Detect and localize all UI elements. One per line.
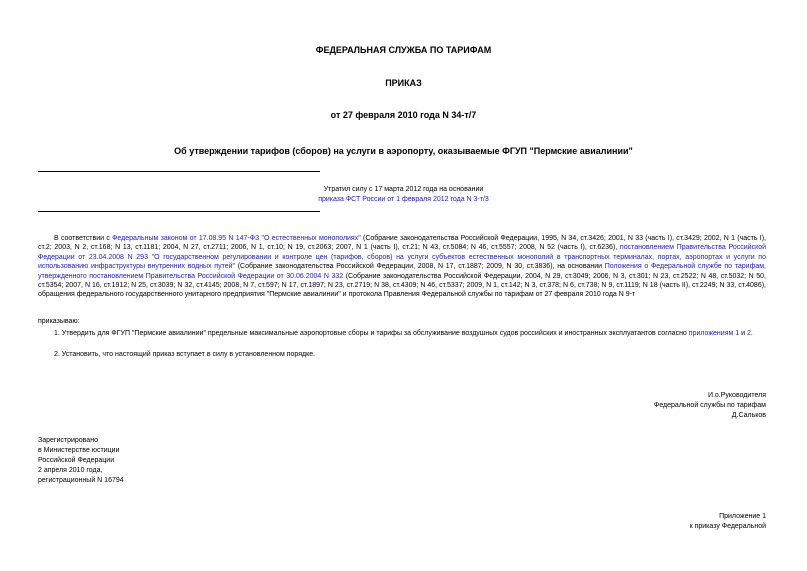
registration-line-2: в Министерстве юстиции [38,447,120,454]
preamble-text-1: В соответствии с [54,235,113,242]
divider-top [38,171,320,172]
order-item-1-end: . [750,330,753,337]
order-item-1-text: 1. Утвердить для ФГУП "Пермские авиалинии" предельные максимальные аэропортовые сборы и тарифы за обслуживание воздушных судов российских и иностранных эксплуатантов согласно [54,330,689,337]
appendix-block [560,512,766,532]
status-link-wrapper [0,195,807,204]
document-type: ПРИКАЗ [385,78,422,88]
preamble-text-3: (Собрание законодательства Российской Федерации, 2008, N 17, ст.1887; 2009, N 30, ст.3836), на основании [235,263,605,271]
preamble-paragraph [38,234,766,300]
registration-block [38,436,238,486]
government-decree-link[interactable]: постановлением Правительства Российской Федерации от 23.04.2008 N 293 "О государственном регулировании и контроле цен (тарифов, сборов) на услуги субъектов естественных монополий в транспортных терминалах, портах, аэропортах и услуги по использованию инфраструктуры внутренних водных путей" [38,244,767,271]
status-line: Утратил силу с 17 марта 2012 года на основании [323,186,484,193]
order-intro: приказываю: [38,318,80,325]
registration-line-5: регистрационный N 16794 [38,477,124,484]
appendix-line-2: к приказу Федеральной [689,523,766,530]
divider-bottom [38,211,320,212]
repeal-order-link[interactable]: приказа ФСТ России от 1 февраля 2012 года N 3-т/3 [318,196,489,203]
signature-position: И.о.Руководителя [707,392,766,399]
order-item-2: 2. Установить, что настоящий приказ вступает в силу в установленном порядке. [54,351,316,358]
registration-line-4: 2 апреля 2010 года, [38,467,103,474]
order-item-1-and: и [739,330,747,337]
document-date-number: от 27 февраля 2010 года N 34-т/7 [330,110,477,120]
appendix-1-link[interactable]: приложениям 1 [688,330,740,337]
order-item-1 [38,329,766,338]
appendix-2-link[interactable]: 2 [746,330,751,337]
preamble-text-4: (Собрание законодательства Российской Федерации, 2004, N 29, ст.3049; 2006, N 3, ст.301; N 23, ст.2522; N 48, ст.5032; N 50, ст.5354; 2007, N 16, ст.1912; N 25, ст.3039; N 32, ст.4145; 2008, N 7, ст.597; N 17, ст.1897; N 23, ст.2719; N 38, ст.4309; N 46, ст.5337; 2009, N 1, ст.142; N 3, ст.378; N 6, ст.738; N 9, ст.1119; N 18 (часть II), ст.2249; N 33, ст.4086), обращения федерального государственного унитарного предприятия "Пермские авиалинии" и протокола Правления Федеральной службы по тарифам от 27 февраля 2010 года N 9-т [38,272,766,299]
signature-block [560,391,766,421]
preamble-text-2: (Собрание законодательства Российской Федерации, 1995, N 34, ст.3426; 2001, N 33 (часть I), ст.3429; 2002, N 1 (часть I), ст.2; 2003, N 2, ст.168; N 13, ст.1181; 2004, N 27, ст.2711; 2006, N 1, ст.10; N 19, ст.2063; 2007, N 1 (часть I), ст.21; N 43, ст.5084; N 46, ст.5557; 2008, N 52 (часть I), ст.6236), [38,235,766,252]
signature-name: Д.Сальков [731,412,766,419]
registration-line-1: Зарегистрировано [38,437,98,444]
document-title: Об утверждении тарифов (сборов) на услуги в аэропорту, оказываемые ФГУП "Пермские авиалинии" [174,146,633,156]
signature-agency: Федеральной службы по тарифам [654,402,766,409]
federal-law-link[interactable]: Федеральным законом от 17.08.95 N 147-ФЗ "О естественных монополиях" [112,235,361,242]
appendix-line-1: Приложение 1 [719,513,766,520]
regulation-link[interactable]: Положения о Федеральной службе по тарифам, утвержденного постановлением Правительства Российской Федерации от 30.06.2004 N 332 [38,263,766,280]
agency-name: ФЕДЕРАЛЬНАЯ СЛУЖБА ПО ТАРИФАМ [315,45,492,55]
registration-line-3: Российской Федерации [38,457,115,464]
